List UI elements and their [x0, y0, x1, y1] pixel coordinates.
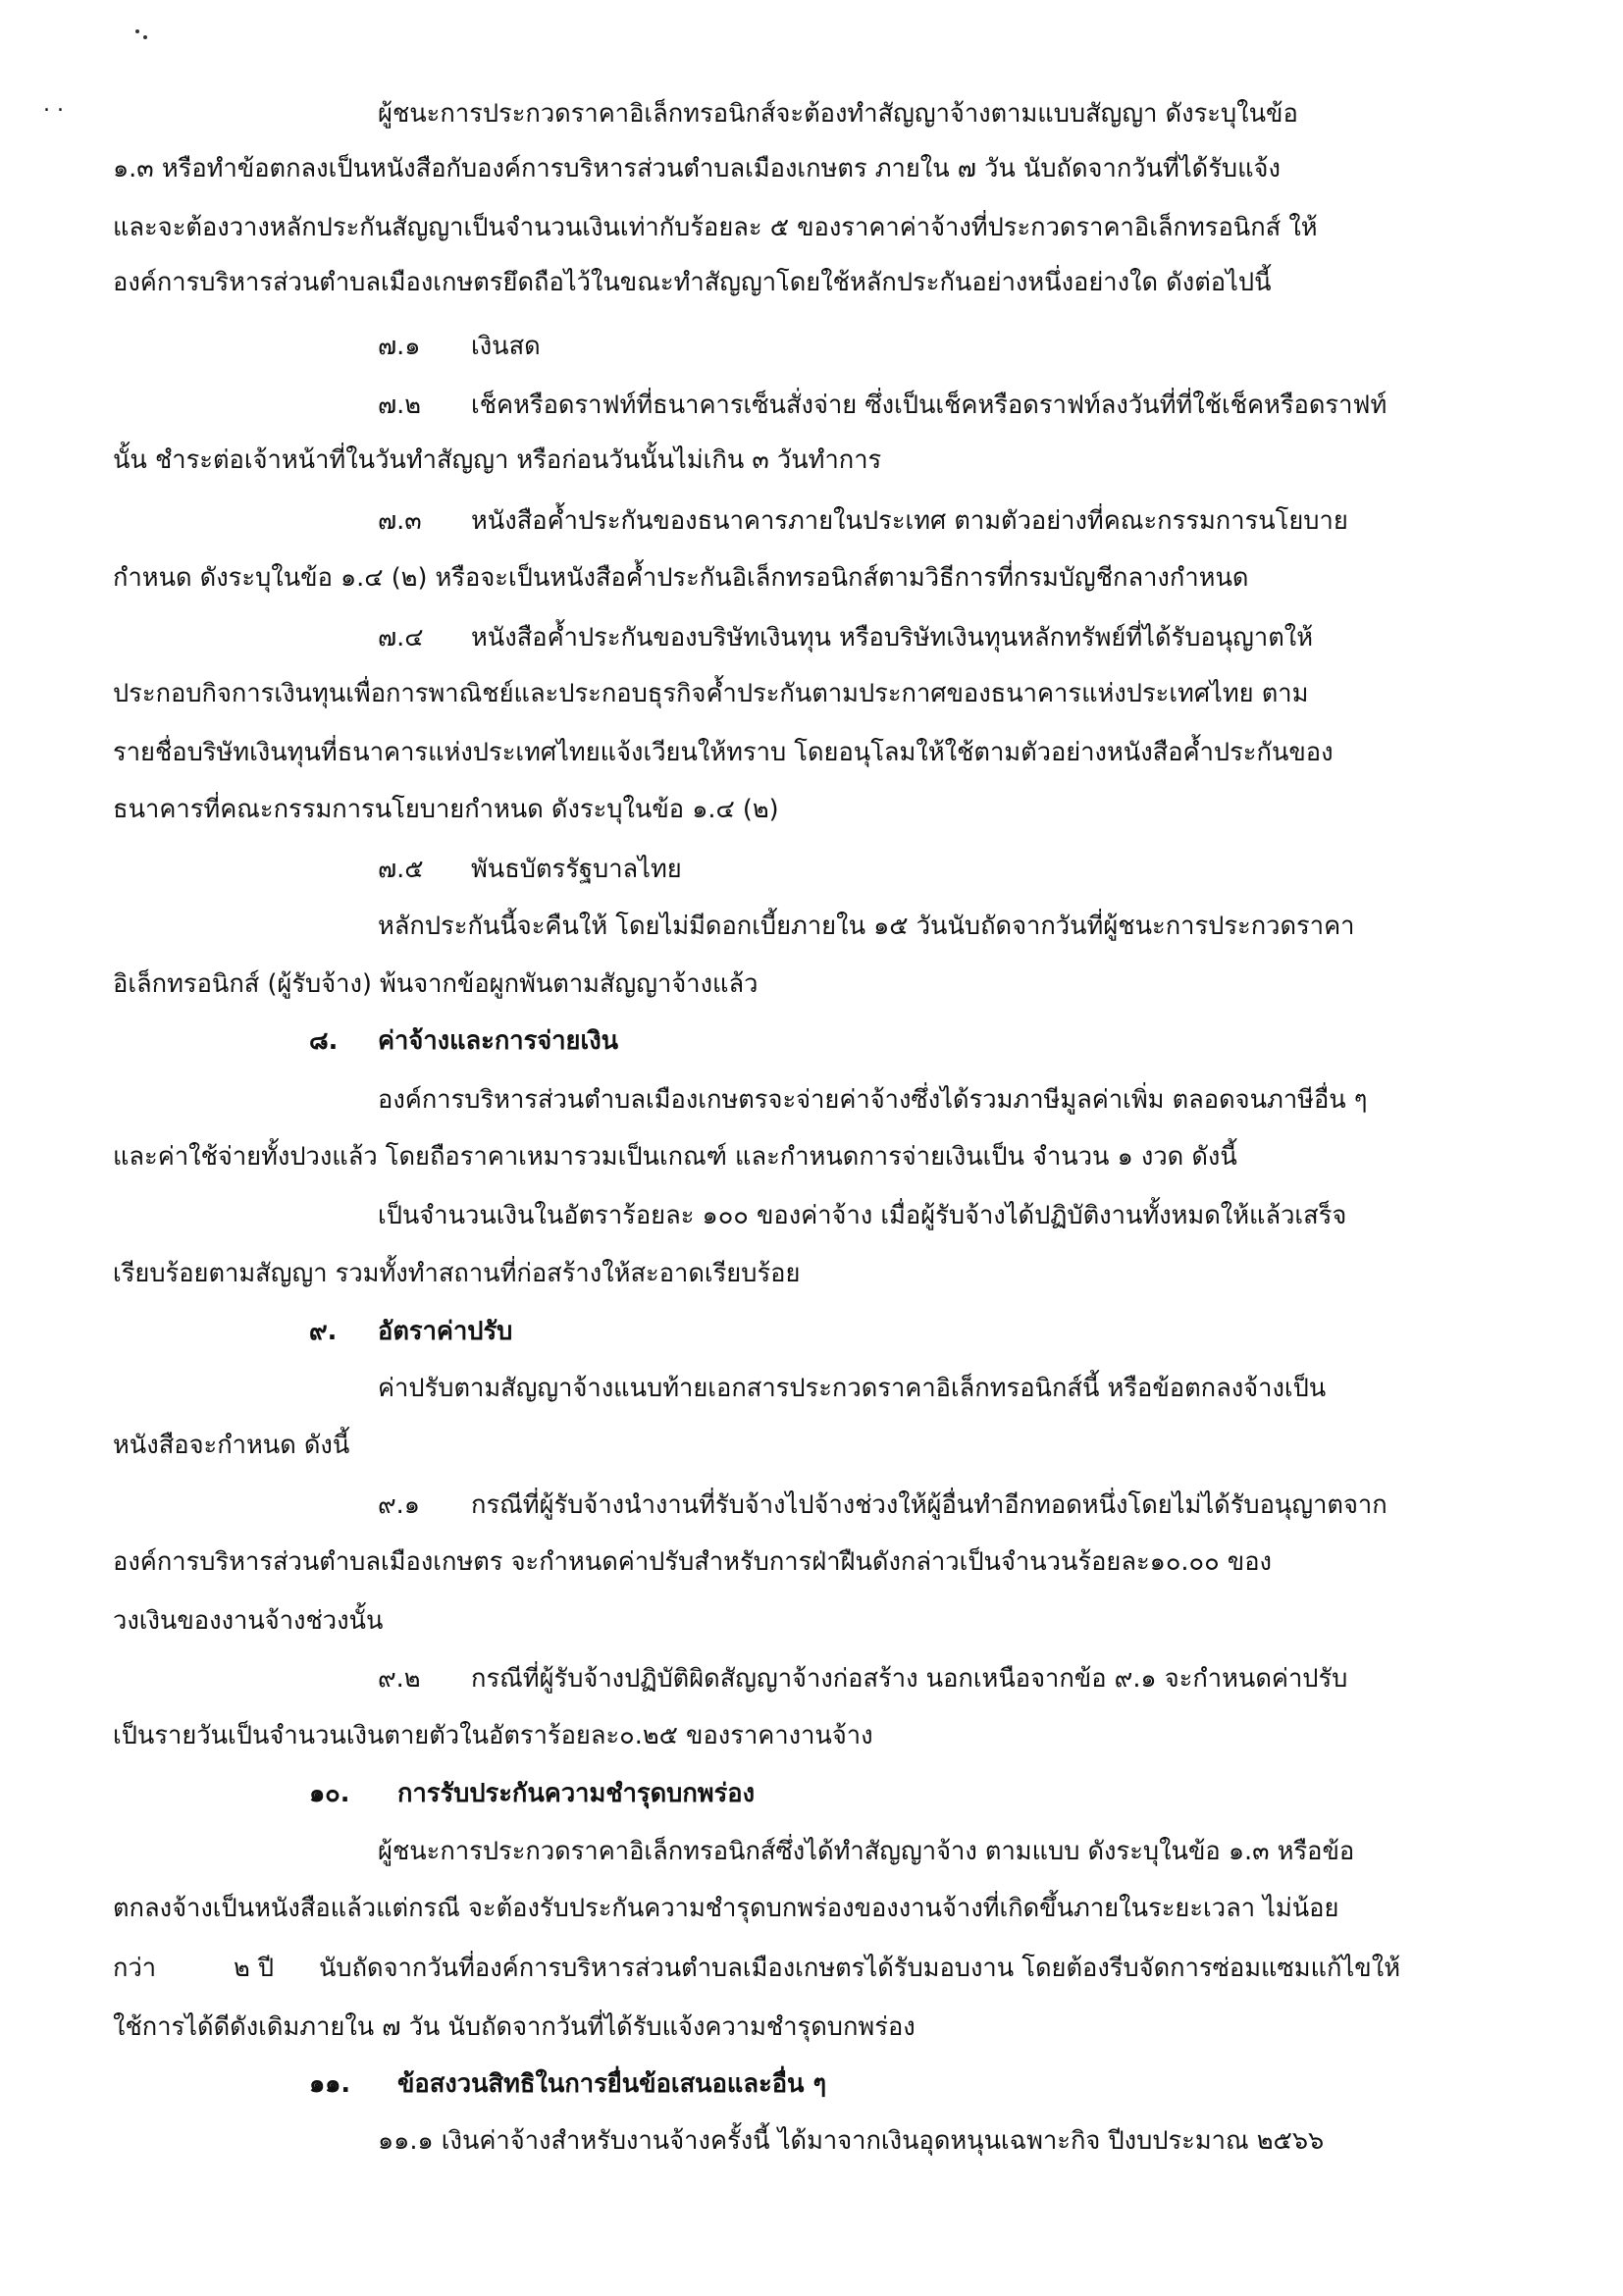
item-7-4-line2: ประกอบกิจการเงินทุนเพื่อการพาณิชย์และประกอบธุรกิจค้ำประกันตามประกาศของธนาคารแห่งประเทศไทย ตาม — [113, 679, 1309, 708]
section11-item1: ๑๑.๑ เงินค่าจ้างสำหรับงานจ้างครั้งนี้ ได้มาจากเงินอุดหนุนเฉพาะกิจ ปีงบประมาณ ๒๕๖๖ — [378, 2126, 1325, 2156]
scan-mark — [143, 35, 147, 39]
item-7-1-number: ๗.๑ — [378, 332, 421, 361]
item-9-2-number: ๙.๒ — [378, 1664, 421, 1694]
item-9-1-line3: วงเงินของงานจ้างช่วงนั้น — [113, 1606, 384, 1636]
item-7-4-line3: รายชื่อบริษัทเงินทุนที่ธนาคารแห่งประเทศไทยแจ้งเวียนให้ทราบ โดยอนุโลมให้ใช้ตามตัวอย่างหนังสือค้ำประกันของ — [113, 738, 1334, 767]
section7-intro-line2: ๑.๓ หรือทำข้อตกลงเป็นหนังสือกับองค์การบริหารส่วนตำบลเมืองเกษตร ภายใน ๗ วัน นับถัดจากวันที่ได้รับแจ้ง — [113, 154, 1281, 183]
item-7-4-line4: ธนาคารที่คณะกรรมการนโยบายกำหนด ดังระบุในข้อ ๑.๔ (๒) — [113, 795, 779, 824]
section7-intro-line3: และจะต้องวางหลักประกันสัญญาเป็นจำนวนเงินเท่ากับร้อยละ ๕ ของราคาค่าจ้างที่ประกวดราคาอิเล็กทรอนิกส์ ให้ — [113, 213, 1318, 242]
section8-p2-line2: เรียบร้อยตามสัญญา รวมทั้งทำสถานที่ก่อสร้างให้สะอาดเรียบร้อย — [113, 1259, 801, 1288]
item-7-2-number: ๗.๒ — [378, 391, 422, 420]
section7-intro-line1: ผู้ชนะการประกวดราคาอิเล็กทรอนิกส์จะต้องทำสัญญาจ้างตามแบบสัญญา ดังระบุในข้อ — [378, 99, 1298, 129]
scan-mark — [135, 29, 139, 33]
refund-line2: อิเล็กทรอนิกส์ (ผู้รับจ้าง) พ้นจากข้อผูกพันตามสัญญาจ้างแล้ว — [113, 969, 759, 999]
item-7-4-number: ๗.๔ — [378, 623, 424, 652]
item-9-1-line1: กรณีที่ผู้รับจ้างนำงานที่รับจ้างไปจ้างช่วงให้ผู้อื่นทำอีกทอดหนึ่งโดยไม่ได้รับอนุญาตจาก — [471, 1490, 1387, 1520]
section10-number: ๑๐. — [309, 1779, 350, 1808]
item-7-4-line1: หนังสือค้ำประกันของบริษัทเงินทุน หรือบริษัทเงินทุนหลักทรัพย์ที่ได้รับอนุญาตให้ — [471, 623, 1314, 652]
section11-number: ๑๑. — [309, 2069, 351, 2099]
section10-title: การรับประกันความชำรุดบกพร่อง — [397, 1779, 756, 1808]
section10-line3-a: กว่า — [113, 1954, 157, 1983]
section10-line2: ตกลงจ้างเป็นหนังสือแล้วแต่กรณี จะต้องรับประกันความชำรุดบกพร่องของงานจ้างที่เกิดขึ้นภายในระยะเวลา ไม่น้อย — [113, 1894, 1339, 1923]
section7-intro-line4: องค์การบริหารส่วนตำบลเมืองเกษตรยึดถือไว้ในขณะทำสัญญาโดยใช้หลักประกันอย่างหนึ่งอย่างใด ดังต่อไปนี้ — [113, 268, 1272, 297]
item-7-3-number: ๗.๓ — [378, 506, 422, 536]
item-7-1-text: เงินสด — [471, 332, 541, 361]
item-7-3-line2: กำหนด ดังระบุในข้อ ๑.๔ (๒) หรือจะเป็นหนังสือค้ำประกันอิเล็กทรอนิกส์ตามวิธีการที่กรมบัญชีกลางกำหนด — [113, 563, 1249, 593]
section8-number: ๘. — [309, 1026, 339, 1056]
section9-number: ๙. — [309, 1317, 338, 1346]
section8-p1-line2: และค่าใช้จ่ายทั้งปวงแล้ว โดยถือราคาเหมารวมเป็นเกณฑ์ และกำหนดการจ่ายเงินเป็น จำนวน ๑ งวด ดังนี้ — [113, 1142, 1237, 1172]
section11-title: ข้อสงวนสิทธิในการยื่นข้อเสนอและอื่น ๆ — [397, 2069, 827, 2099]
section10-line4: ใช้การได้ดีดังเดิมภายใน ๗ วัน นับถัดจากวันที่ได้รับแจ้งความชำรุดบกพร่อง — [113, 2012, 916, 2042]
section8-p2-line1: เป็นจำนวนเงินในอัตราร้อยละ ๑๐๐ ของค่าจ้าง เมื่อผู้รับจ้างได้ปฏิบัติงานทั้งหมดให้แล้วเสร็จ — [378, 1201, 1347, 1230]
item-7-5-number: ๗.๕ — [378, 855, 424, 884]
section10-line3-b: ๒ ปี — [234, 1954, 275, 1983]
item-9-1-number: ๙.๑ — [378, 1490, 420, 1520]
page-marks: . . — [43, 92, 64, 117]
section10-line1: ผู้ชนะการประกวดราคาอิเล็กทรอนิกส์ซึ่งได้ทำสัญญาจ้าง ตามแบบ ดังระบุในข้อ ๑.๓ หรือข้อ — [378, 1837, 1355, 1866]
item-7-2-line2: นั้น ชำระต่อเจ้าหน้าที่ในวันทำสัญญา หรือก่อนวันนั้นไม่เกิน ๓ วันทำการ — [113, 445, 882, 475]
item-9-1-line2: องค์การบริหารส่วนตำบลเมืองเกษตร จะกำหนดค่าปรับสำหรับการฝ่าฝืนดังกล่าวเป็นจำนวนร้อยละ๑๐.๐๐ ของ — [113, 1547, 1272, 1577]
section9-intro-line2: หนังสือจะกำหนด ดังนี้ — [113, 1431, 350, 1460]
section10-line3-c: นับถัดจากวันที่องค์การบริหารส่วนตำบลเมืองเกษตรได้รับมอบงาน โดยต้องรีบจัดการซ่อมแซมแก้ไขให้ — [319, 1954, 1401, 1983]
item-7-2-line1: เช็คหรือดราฟท์ที่ธนาคารเซ็นสั่งจ่าย ซึ่งเป็นเช็คหรือดราฟท์ลงวันที่ที่ใช้เช็คหรือดราฟท์ — [471, 391, 1387, 420]
section8-title: ค่าจ้างและการจ่ายเงิน — [378, 1026, 619, 1056]
section9-title: อัตราค่าปรับ — [378, 1317, 513, 1346]
item-7-3-line1: หนังสือค้ำประกันของธนาคารภายในประเทศ ตามตัวอย่างที่คณะกรรมการนโยบาย — [471, 506, 1348, 536]
section9-intro-line1: ค่าปรับตามสัญญาจ้างแนบท้ายเอกสารประกวดราคาอิเล็กทรอนิกส์นี้ หรือข้อตกลงจ้างเป็น — [378, 1374, 1327, 1403]
item-7-5-text: พันธบัตรรัฐบาลไทย — [471, 855, 682, 884]
item-9-2-line2: เป็นรายวันเป็นจำนวนเงินตายตัวในอัตราร้อยละ๐.๒๕ ของราคางานจ้าง — [113, 1721, 873, 1750]
refund-line1: หลักประกันนี้จะคืนให้ โดยไม่มีดอกเบี้ยภายใน ๑๕ วันนับถัดจากวันที่ผู้ชนะการประกวดราคา — [378, 912, 1355, 941]
section8-p1-line1: องค์การบริหารส่วนตำบลเมืองเกษตรจะจ่ายค่าจ้างซึ่งได้รวมภาษีมูลค่าเพิ่ม ตลอดจนภาษีอื่น ๆ — [378, 1085, 1368, 1115]
item-9-2-line1: กรณีที่ผู้รับจ้างปฏิบัติผิดสัญญาจ้างก่อสร้าง นอกเหนือจากข้อ ๙.๑ จะกำหนดค่าปรับ — [471, 1664, 1348, 1694]
